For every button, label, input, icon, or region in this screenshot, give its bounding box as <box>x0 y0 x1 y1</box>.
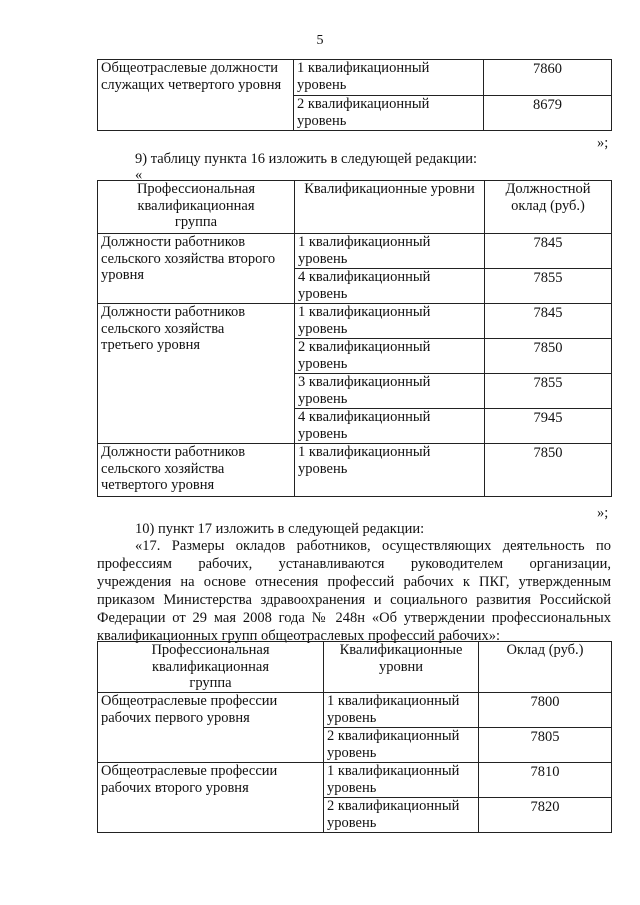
level-cell: 1 квалификационный уровень <box>295 444 485 497</box>
level-cell: 3 квалификационный уровень <box>295 374 485 409</box>
table-row <box>98 693 612 728</box>
table-row <box>98 60 612 96</box>
table-header-row <box>98 181 612 234</box>
level-cell: 1 квалификационный уровень <box>324 693 479 728</box>
page-number: 5 <box>316 33 324 48</box>
group-cell: Общеотраслевые профессии рабочих второго уровня <box>98 763 324 833</box>
table-workers-professions <box>97 641 612 833</box>
group-cell: Должности работников сельского хозяйства второго уровня <box>98 234 295 304</box>
closing-quote: »; <box>597 505 609 521</box>
header-salary: Должностной оклад (руб.) <box>485 181 612 234</box>
group-cell: Общеотраслевые должности служащих четвертого уровня <box>98 60 294 131</box>
header-salary: Оклад (руб.) <box>479 642 612 693</box>
salary-cell: 7800 <box>479 693 612 728</box>
header-levels: Квалификационные уровни <box>324 642 479 693</box>
level-cell: 1 квалификационный уровень <box>324 763 479 798</box>
level-cell: 2 квалификационный уровень <box>324 798 479 833</box>
level-cell: 2 квалификационный уровень <box>294 96 484 131</box>
salary-cell: 7850 <box>485 339 612 374</box>
level-cell: 4 квалификационный уровень <box>295 409 485 444</box>
table-row <box>98 763 612 798</box>
table-positions-fourth-level <box>97 59 612 131</box>
salary-cell: 7860 <box>484 60 612 96</box>
header-group: Профессиональная квалификационная группа <box>98 181 295 234</box>
group-cell: Должности работников сельского хозяйства четвертого уровня <box>98 444 295 497</box>
level-cell: 1 квалификационный уровень <box>295 304 485 339</box>
salary-cell: 7845 <box>485 234 612 269</box>
header-group: Профессиональная квалификационная группа <box>98 642 324 693</box>
salary-cell: 7810 <box>479 763 612 798</box>
salary-cell: 7845 <box>485 304 612 339</box>
salary-cell: 8679 <box>484 96 612 131</box>
salary-cell: 7945 <box>485 409 612 444</box>
salary-cell: 7850 <box>485 444 612 497</box>
table-header-row <box>98 642 612 693</box>
level-cell: 2 квалификационный уровень <box>324 728 479 763</box>
group-cell: Общеотраслевые профессии рабочих первого уровня <box>98 693 324 763</box>
level-cell: 1 квалификационный уровень <box>294 60 484 96</box>
salary-cell: 7855 <box>485 374 612 409</box>
opening-quote: « <box>135 167 143 183</box>
item-9-text: 9) таблицу пункта 16 изложить в следующей редакции: <box>135 151 478 167</box>
salary-cell: 7820 <box>479 798 612 833</box>
group-cell: Должности работников сельского хозяйства третьего уровня <box>98 304 295 444</box>
level-cell: 4 квалификационный уровень <box>295 269 485 304</box>
table-row <box>98 444 612 497</box>
paragraph-17: «17. Размеры окладов работников, осуществляющих деятельность по профессиям рабочих, устанавливаются руководителем организации, учреждения на основе отнесения профессий рабочих к ПКГ, утвержденным приказом Министерства здравоохранения и социального развития Российской Федерации от 29 мая 2008 года № 248н «Об утверждении профессиональных квалификационных групп общеотраслевых профессий рабочих»: <box>97 538 611 644</box>
salary-cell: 7805 <box>479 728 612 763</box>
item-10-text: 10) пункт 17 изложить в следующей редакции: <box>135 521 425 537</box>
table-row <box>98 304 612 339</box>
header-levels: Квалификационные уровни <box>295 181 485 234</box>
salary-cell: 7855 <box>485 269 612 304</box>
table-agricultural-positions <box>97 180 612 497</box>
closing-quote: »; <box>597 135 609 151</box>
level-cell: 2 квалификационный уровень <box>295 339 485 374</box>
table-row <box>98 234 612 269</box>
level-cell: 1 квалификационный уровень <box>295 234 485 269</box>
